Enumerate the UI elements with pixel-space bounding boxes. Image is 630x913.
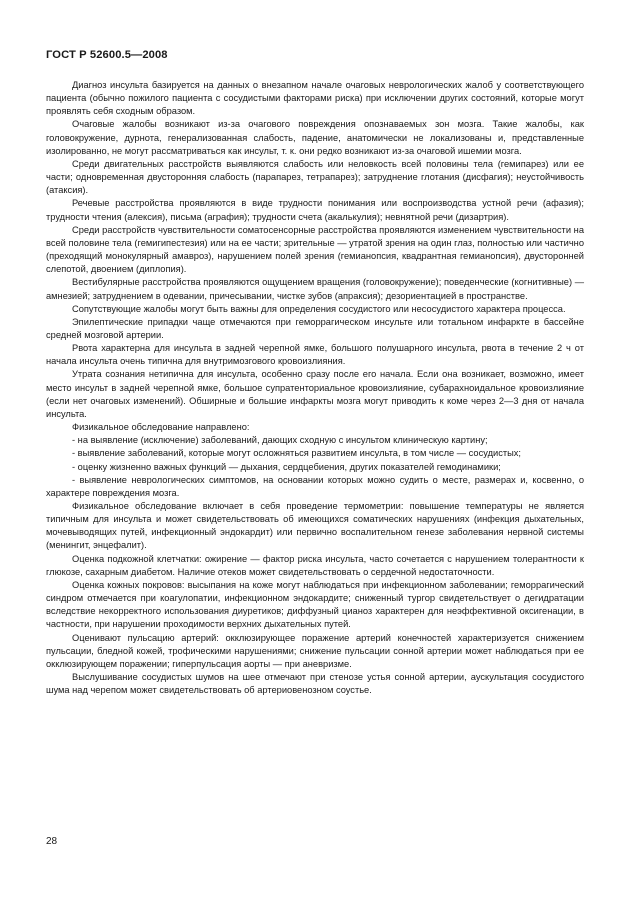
paragraph-focal-complaints: Очаговые жалобы возникают из-за очагового повреждения опознаваемых зон мозга. Такие жалобы, как головокружение, дурнота, генерализованная слабость, падение, анатомически не локализованы и, представленные изолированно, не могут рассматриваться как инсульт, т. к. они редко возникают из-за очаговой ишемии мозга. <box>46 119 584 156</box>
paragraph-thermometry: Физикальное обследование включает в себя проведение термометрии: повышение температуры не является типичным для инсульта и может свидетельствовать об имеющихся соматических нарушениях (инфекция дыхательных, мочевыводящих путей, инфекционный эндокардит) или первично воспалительном генезе заболевания нервной системы (менингит, энцефалит). <box>46 501 584 551</box>
list-item-exclusion: - на выявление (исключение) заболеваний, дающих сходную с инсультом клиническую картину; <box>72 435 488 446</box>
document-header: ГОСТ Р 52600.5—2008 <box>46 49 168 61</box>
paragraph-sensory-disorders: Среди расстройств чувствительности соматосенсорные расстройства проявляются изменением чувствительности на всей половине тела (гемигипестезия) или на ее части; зрительные — утратой зрения на один глаз, полностью или частично (преходящий монокулярный амавроз), нарушением полей зрения (гемианопсия, квадрантная гемианопсия), двусторонней слепотой, двоением (диплопия). <box>46 224 584 275</box>
page-number: 28 <box>46 836 58 847</box>
paragraph-speech-disorders: Речевые расстройства проявляются в виде трудности понимания или воспроизводства устной речи (афазия); трудности чтения (алексия), письма (аграфия); трудности счета (акалькулия); невнятной речи (дизартрия). <box>46 198 584 222</box>
list-item-neurological-symptoms: - выявление неврологических симптомов, на основании которых можно судить о месте, размерах и, косвенно, о характере повреждения мозга. <box>46 474 584 498</box>
paragraph-loss-of-consciousness: Утрата сознания нетипична для инсульта, особенно сразу после его начала. Если она возникает, возможно, имеет место инсульт в задней черепной ямке, большое супратенториальное кровоизлияние, субарахноидальное кровоизлияние (если нет очаговых изменений). Обширные и большие инфаркты мозга могут приводить к коме через 2—3 дня от начала инсульта. <box>46 369 584 419</box>
paragraph-vomiting: Рвота характерна для инсульта в задней черепной ямке, большого полушарного инсульта, рвота в течение 2 ч от начала инсульта очень типична для внутримозгового кровоизлияния. <box>46 343 584 367</box>
paragraph-subcutaneous-tissue: Оценка подкожной клетчатки: ожирение — фактор риска инсульта, часто сочетается с нарушением толерантности к глюкозе, сахарным диабетом. Наличие отеков может свидетельствовать о сердечной недостаточности. <box>46 553 584 577</box>
paragraph-diagnosis: Диагноз инсульта базируется на данных о внезапном начале очаговых неврологических жалоб у соответствующего пациента (обычно пожилого пациента с сосудистыми факторами риска) при исключении других состояний, которые могут проявлять себя сходным образом. <box>46 80 584 117</box>
list-item-complicating-diseases: - выявление заболеваний, которые могут осложняться развитием инсульта, в том числе — сосудистых; <box>72 448 522 459</box>
paragraph-motor-disorders: Среди двигательных расстройств выявляются слабость или неловкость всей половины тела (гемипарез) или ее части; одновременная двусторонняя слабость (парапарез, тетрапарез); затруднение глотания (дисфагия); неустойчивость (атаксия). <box>46 158 584 196</box>
paragraph-accompanying-complaints: Сопутствующие жалобы могут быть важны для определения сосудистого или несосудистого характера процесса. <box>72 303 566 314</box>
paragraph-skin-assessment: Оценка кожных покровов: высыпания на коже могут наблюдаться при инфекционном заболевании; геморрагический синдром отмечается при коагулопатии, инфекционном эндокардите; сниженный тургор свидетельствует о дегидратации вследствие некорректного использования диуретиков; диффузный цианоз характерен для неэффективной оксигенации, в частности, при нарушении проходимости верхних дыхательных путей. <box>46 579 584 630</box>
paragraph-physical-exam-intro: Физикальное обследование направлено: <box>72 422 250 433</box>
paragraph-arterial-pulsation: Оценивают пульсацию артерий: окклюзирующее поражение артерий конечностей характеризуется снижением пульсации, бледной кожей, трофическими нарушениями; снижение пульсации сонной артерии может наблюдаться при ее окклюзирующем поражении; гиперпульсация аорты — при аневризме. <box>46 632 584 669</box>
paragraph-epileptic-seizures: Эпилептические припадки чаще отмечаются при геморрагическом инсульте или тотальном инфаркте в бассейне средней мозговой артерии. <box>46 316 584 340</box>
document-body <box>46 79 584 697</box>
paragraph-vascular-murmurs: Выслушивание сосудистых шумов на шее отмечают при стенозе устья сонной артерии, аускультация сосудистого шума над черепом может свидетельствовать об артериовенозном соустье. <box>46 672 584 696</box>
paragraph-vestibular-disorders: Вестибулярные расстройства проявляются ощущением вращения (головокружение); поведенческие (когнитивные) — амнезией; затруднением в одевании, причесывании, чистке зубов (апраксия); дезориентацией в пространстве. <box>46 277 584 301</box>
list-item-vital-functions: - оценку жизненно важных функций — дыхания, сердцебиения, других показателей гемодинамики; <box>72 461 501 472</box>
